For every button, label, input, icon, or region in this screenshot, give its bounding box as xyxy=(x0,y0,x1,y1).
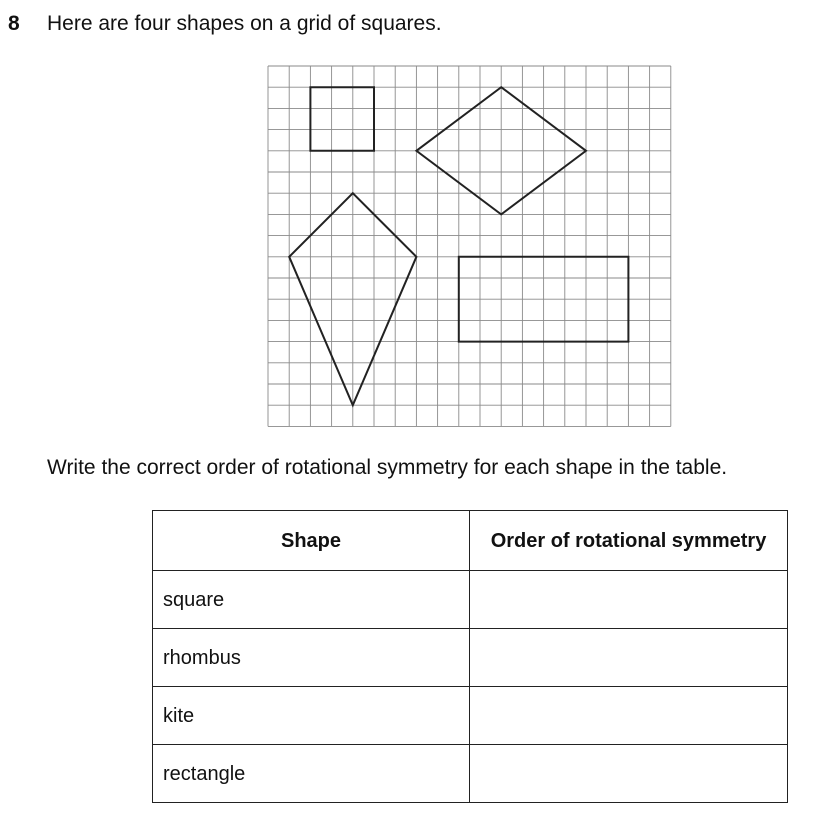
grid-lines xyxy=(268,66,671,426)
shape-cell: square xyxy=(153,571,470,629)
table-row xyxy=(153,571,788,629)
table-row xyxy=(153,687,788,745)
rotational-symmetry-table xyxy=(152,510,788,803)
instruction-text: Write the correct order of rotational symmetry for each shape in the table. xyxy=(47,456,728,479)
shape-cell: rectangle xyxy=(153,745,470,803)
answer-cell-square[interactable] xyxy=(470,571,788,629)
answer-cell-rhombus[interactable] xyxy=(470,629,788,687)
header-order: Order of rotational symmetry xyxy=(470,511,788,571)
question-number: 8 xyxy=(8,12,20,35)
header-shape: Shape xyxy=(153,511,470,571)
shape-cell: rhombus xyxy=(153,629,470,687)
table-row xyxy=(153,745,788,803)
answer-cell-kite[interactable] xyxy=(470,687,788,745)
table-header-row xyxy=(153,511,788,571)
question-text: Here are four shapes on a grid of squares. xyxy=(47,12,442,35)
table-row xyxy=(153,629,788,687)
shape-cell: kite xyxy=(153,687,470,745)
square-shape xyxy=(310,87,374,151)
answer-cell-rectangle[interactable] xyxy=(470,745,788,803)
